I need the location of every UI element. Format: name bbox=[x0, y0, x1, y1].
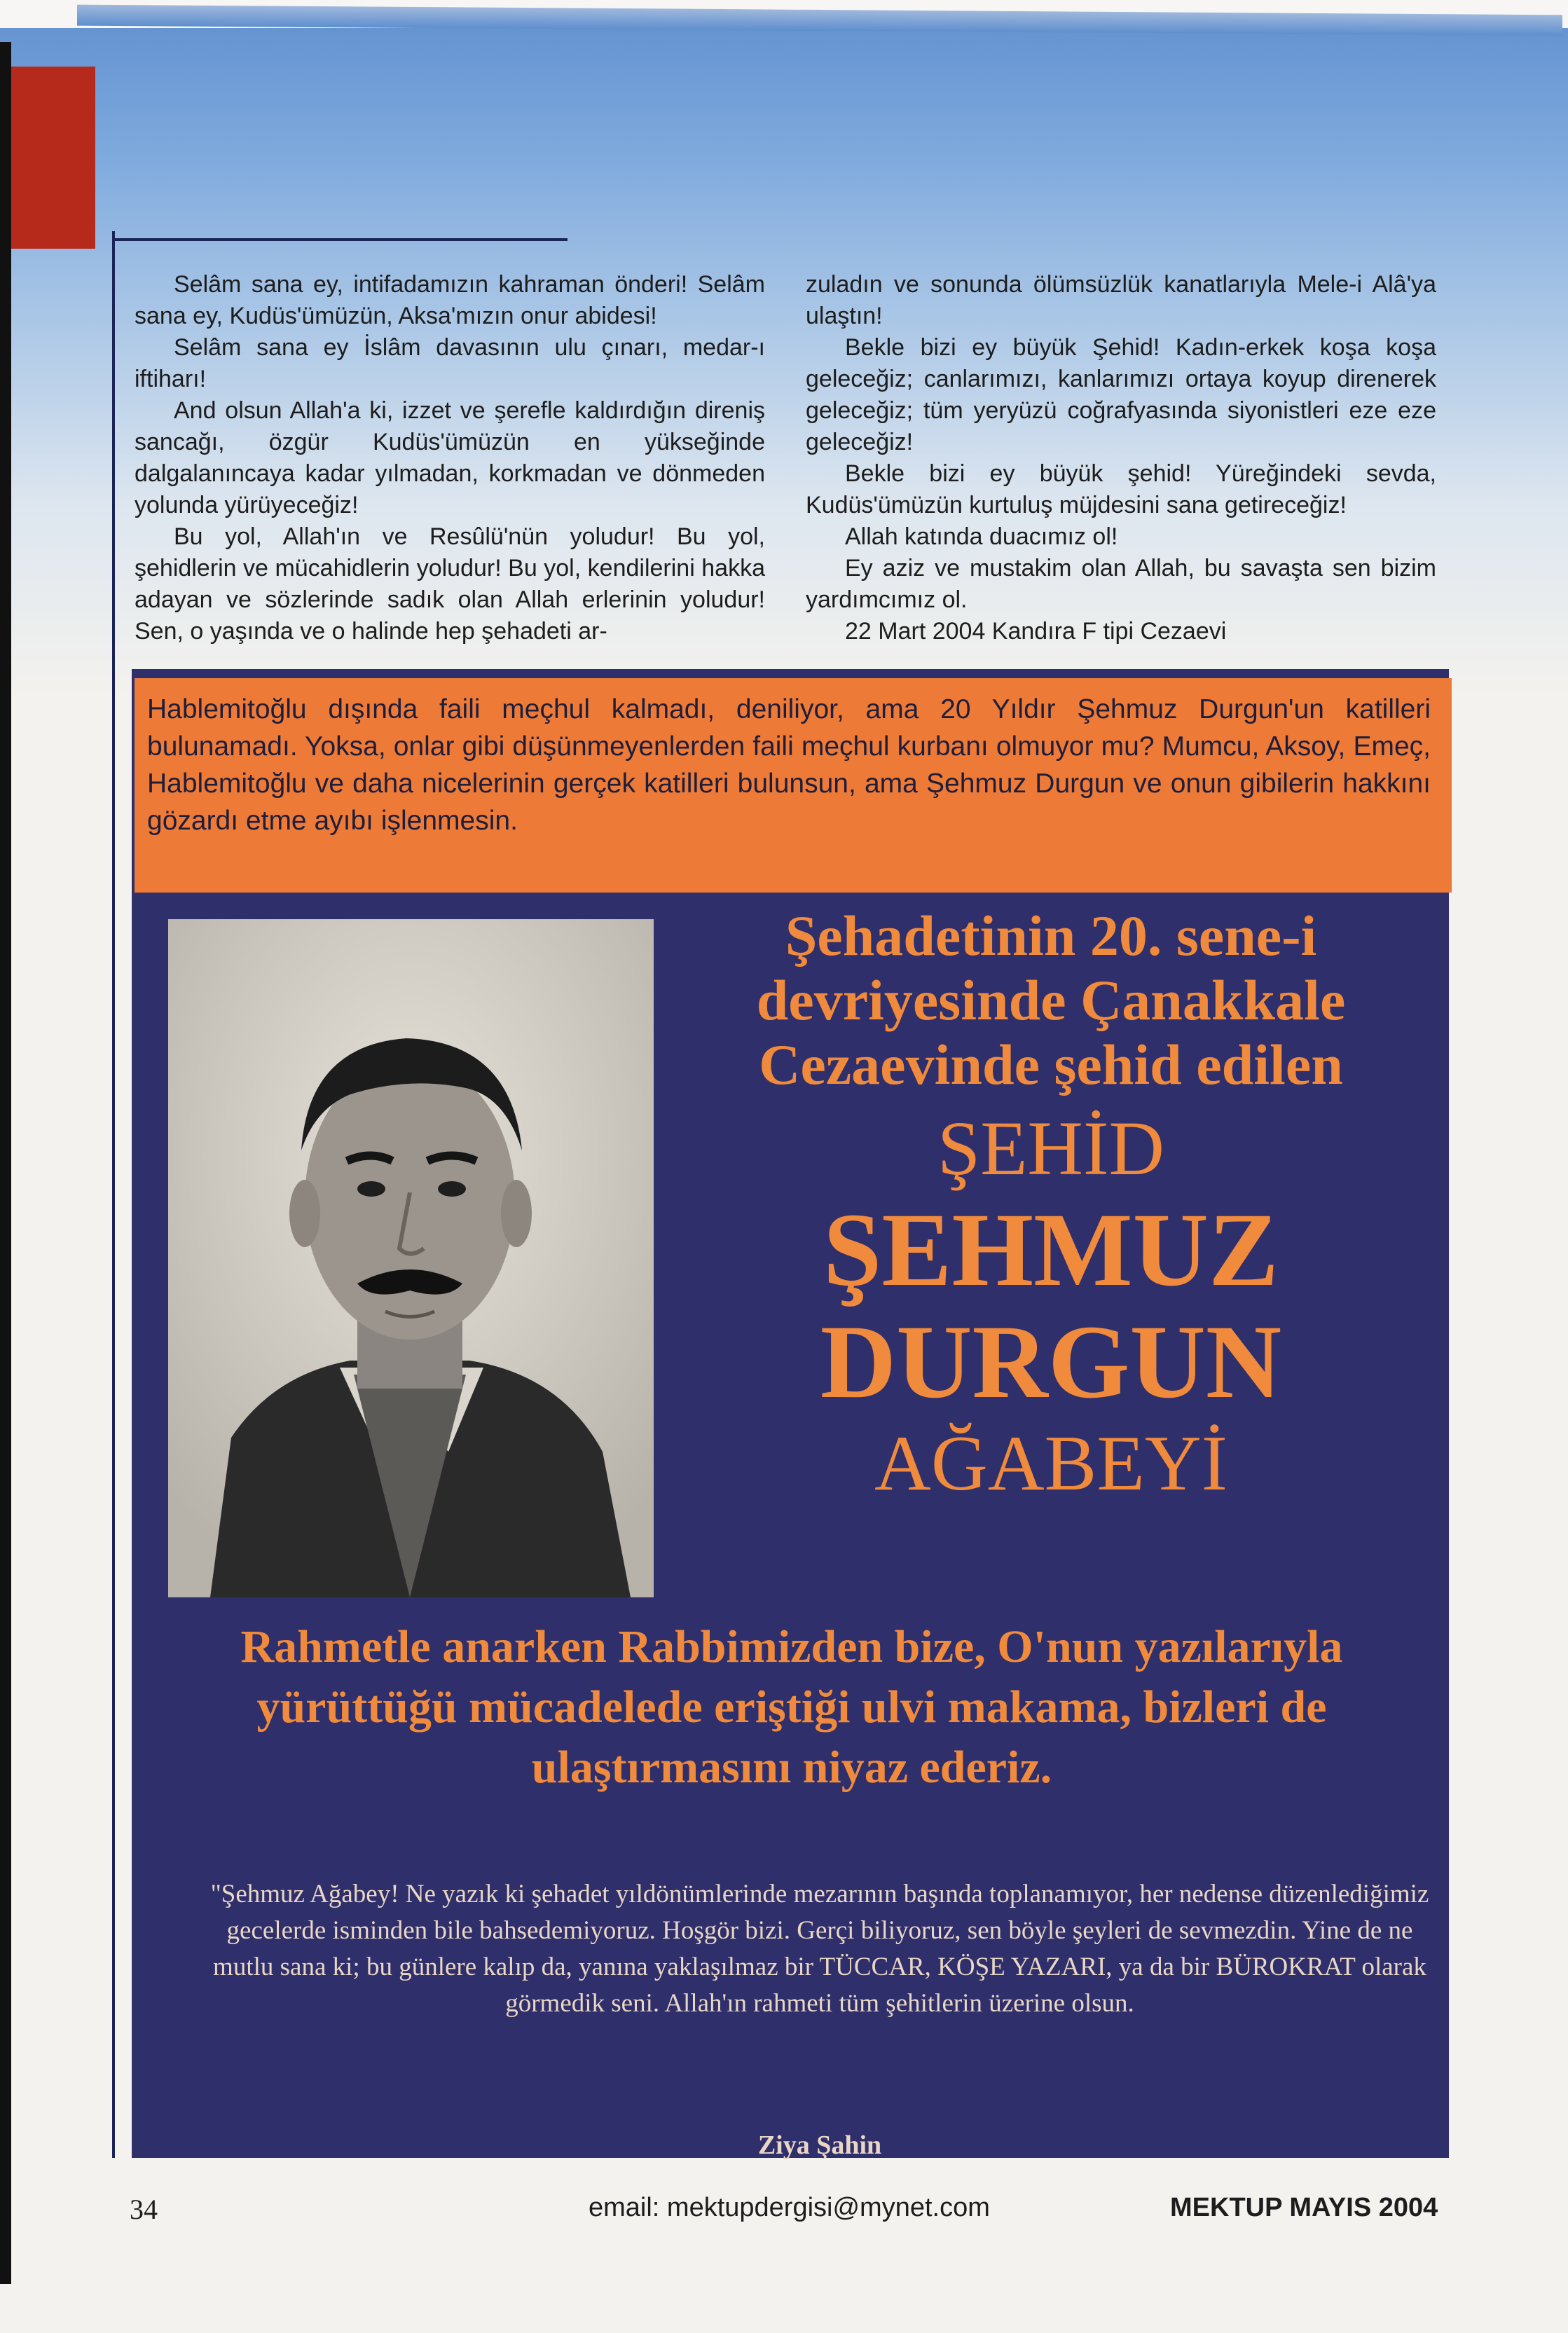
footer-email: email: mektupdergisi@mynet.com bbox=[589, 2193, 990, 2222]
headline-suffix: AĞABEYİ bbox=[874, 1420, 1227, 1507]
page-number: 34 bbox=[130, 2194, 158, 2225]
dateline: 22 Mart 2004 Kandıra F tipi Cezaevi bbox=[845, 618, 1227, 645]
left-text-column bbox=[135, 269, 765, 647]
left-paragraph: And olsun Allah'a ki, izzet ve şerefle kaldırdığın direniş sancağı, özgür Kudüs'ümüzün en yükseğinde dalgalanıncaya kadar yılmadan, korkmadan ve dönmeden yolunda yürüyeceğiz! bbox=[135, 397, 765, 518]
headline-title: ŞEHİD bbox=[937, 1106, 1164, 1191]
headline-name-first: ŞEHMUZ bbox=[823, 1192, 1279, 1308]
headline-name-last: DURGUN bbox=[820, 1304, 1282, 1420]
right-paragraph: Bekle bizi ey büyük Şehid! Kadın-erkek koşa koşa geleceğiz; canlarımızı, kanlarımızı ortaya koyup direnerek geleceğiz; tüm yeryüzü coğrafyasında siyonistleri eze eze geleceğiz! bbox=[806, 334, 1436, 455]
orange-callout-box bbox=[135, 678, 1452, 893]
prayer-text: Rahmetle anarken Rabbimizden bize, O'nun yazılarıyla yürüttüğü mücadelede eriştiği ulvi makama, bizleri de ulaştırmasını niyaz ederiz. bbox=[240, 1621, 1343, 1793]
page-binding-edge bbox=[0, 42, 11, 2284]
left-paragraph: Bu yol, Allah'ın ve Resûlü'nün yoludur! Bu yol, şehidlerin ve mücahidlerin yoludur! Bu yol, kendilerini hakka adayan ve sözlerinde sadık olan Allah erlerinin yoludur! Sen, o yaşında ve o halinde hep şehadeti ar- bbox=[135, 523, 765, 645]
left-paragraph: Selâm sana ey, intifadamızın kahraman önderi! Selâm sana ey, Kudüs'ümüzün, Aksa'mızın onur abidesi! bbox=[135, 271, 765, 329]
vertical-rule bbox=[112, 231, 115, 2158]
horizontal-rule bbox=[112, 238, 568, 241]
callout-text: Hablemitoğlu dışında faili meçhul kalmadı, deniliyor, ama 20 Yıldır Şehmuz Durgun'un katilleri bulunamadı. Yoksa, onlar gibi düşünmeyenlerden faili meçhul kurbanı olmuyor mu? Mumcu, Aksoy, Emeç, Hablemitoğlu ve daha nicelerinin gerçek katilleri bulunsun, ama Şehmuz Durgun ve onun gibilerin hakkını gözardı etme ayıbı işlenmesin. bbox=[147, 694, 1431, 836]
memorial-headline bbox=[673, 904, 1429, 1509]
red-accent-bar bbox=[11, 67, 95, 249]
right-paragraph: zuladın ve sonunda ölümsüzlük kanatlarıyla Mele-i Alâ'ya ulaştın! bbox=[806, 271, 1436, 329]
portrait-photo bbox=[168, 919, 654, 1597]
right-paragraph: Bekle bizi ey büyük şehid! Yüreğindeki sevda, Kudüs'ümüzün kurtuluş müjdesini sana getireceğiz! bbox=[806, 460, 1436, 518]
right-text-column bbox=[806, 269, 1436, 647]
footer-magazine: MEKTUP MAYIS 2004 bbox=[1170, 2193, 1438, 2222]
signature: Ziya Şahin bbox=[757, 2131, 882, 2160]
portrait-illustration bbox=[168, 919, 654, 1597]
headline-intro: Şehadetinin 20. sene-i devriyesinde Çanakkale Cezaevinde şehid edilen bbox=[756, 904, 1346, 1096]
right-paragraph: Allah katında duacımız ol! bbox=[845, 523, 1118, 550]
right-paragraph: Ey aziz ve mustakim olan Allah, bu savaşta sen bizim yardımcımız ol. bbox=[806, 555, 1436, 613]
left-paragraph: Selâm sana ey İslâm davasının ulu çınarı, medar-ı iftiharı! bbox=[135, 334, 765, 392]
quote-text: "Şehmuz Ağabey! Ne yazık ki şehadet yıldönümlerinde mezarının başında toplanamıyor, her nedense düzenlediğimiz gecelerde isminden bile bahsedemiyoruz. Hoşgör bizi. Gerçi biliyoruz, sen böyle şeyleri de sevmezdin. Yine de ne mutlu sana ki; bu günlere kalıp da, yanına yaklaşılmaz bir TÜCCAR, KÖŞE YAZARI, ya da bir BÜROKRAT olarak görmedik seni. Allah'ın rahmeti tüm şehitlerin üzerine olsun. bbox=[210, 1880, 1429, 2018]
